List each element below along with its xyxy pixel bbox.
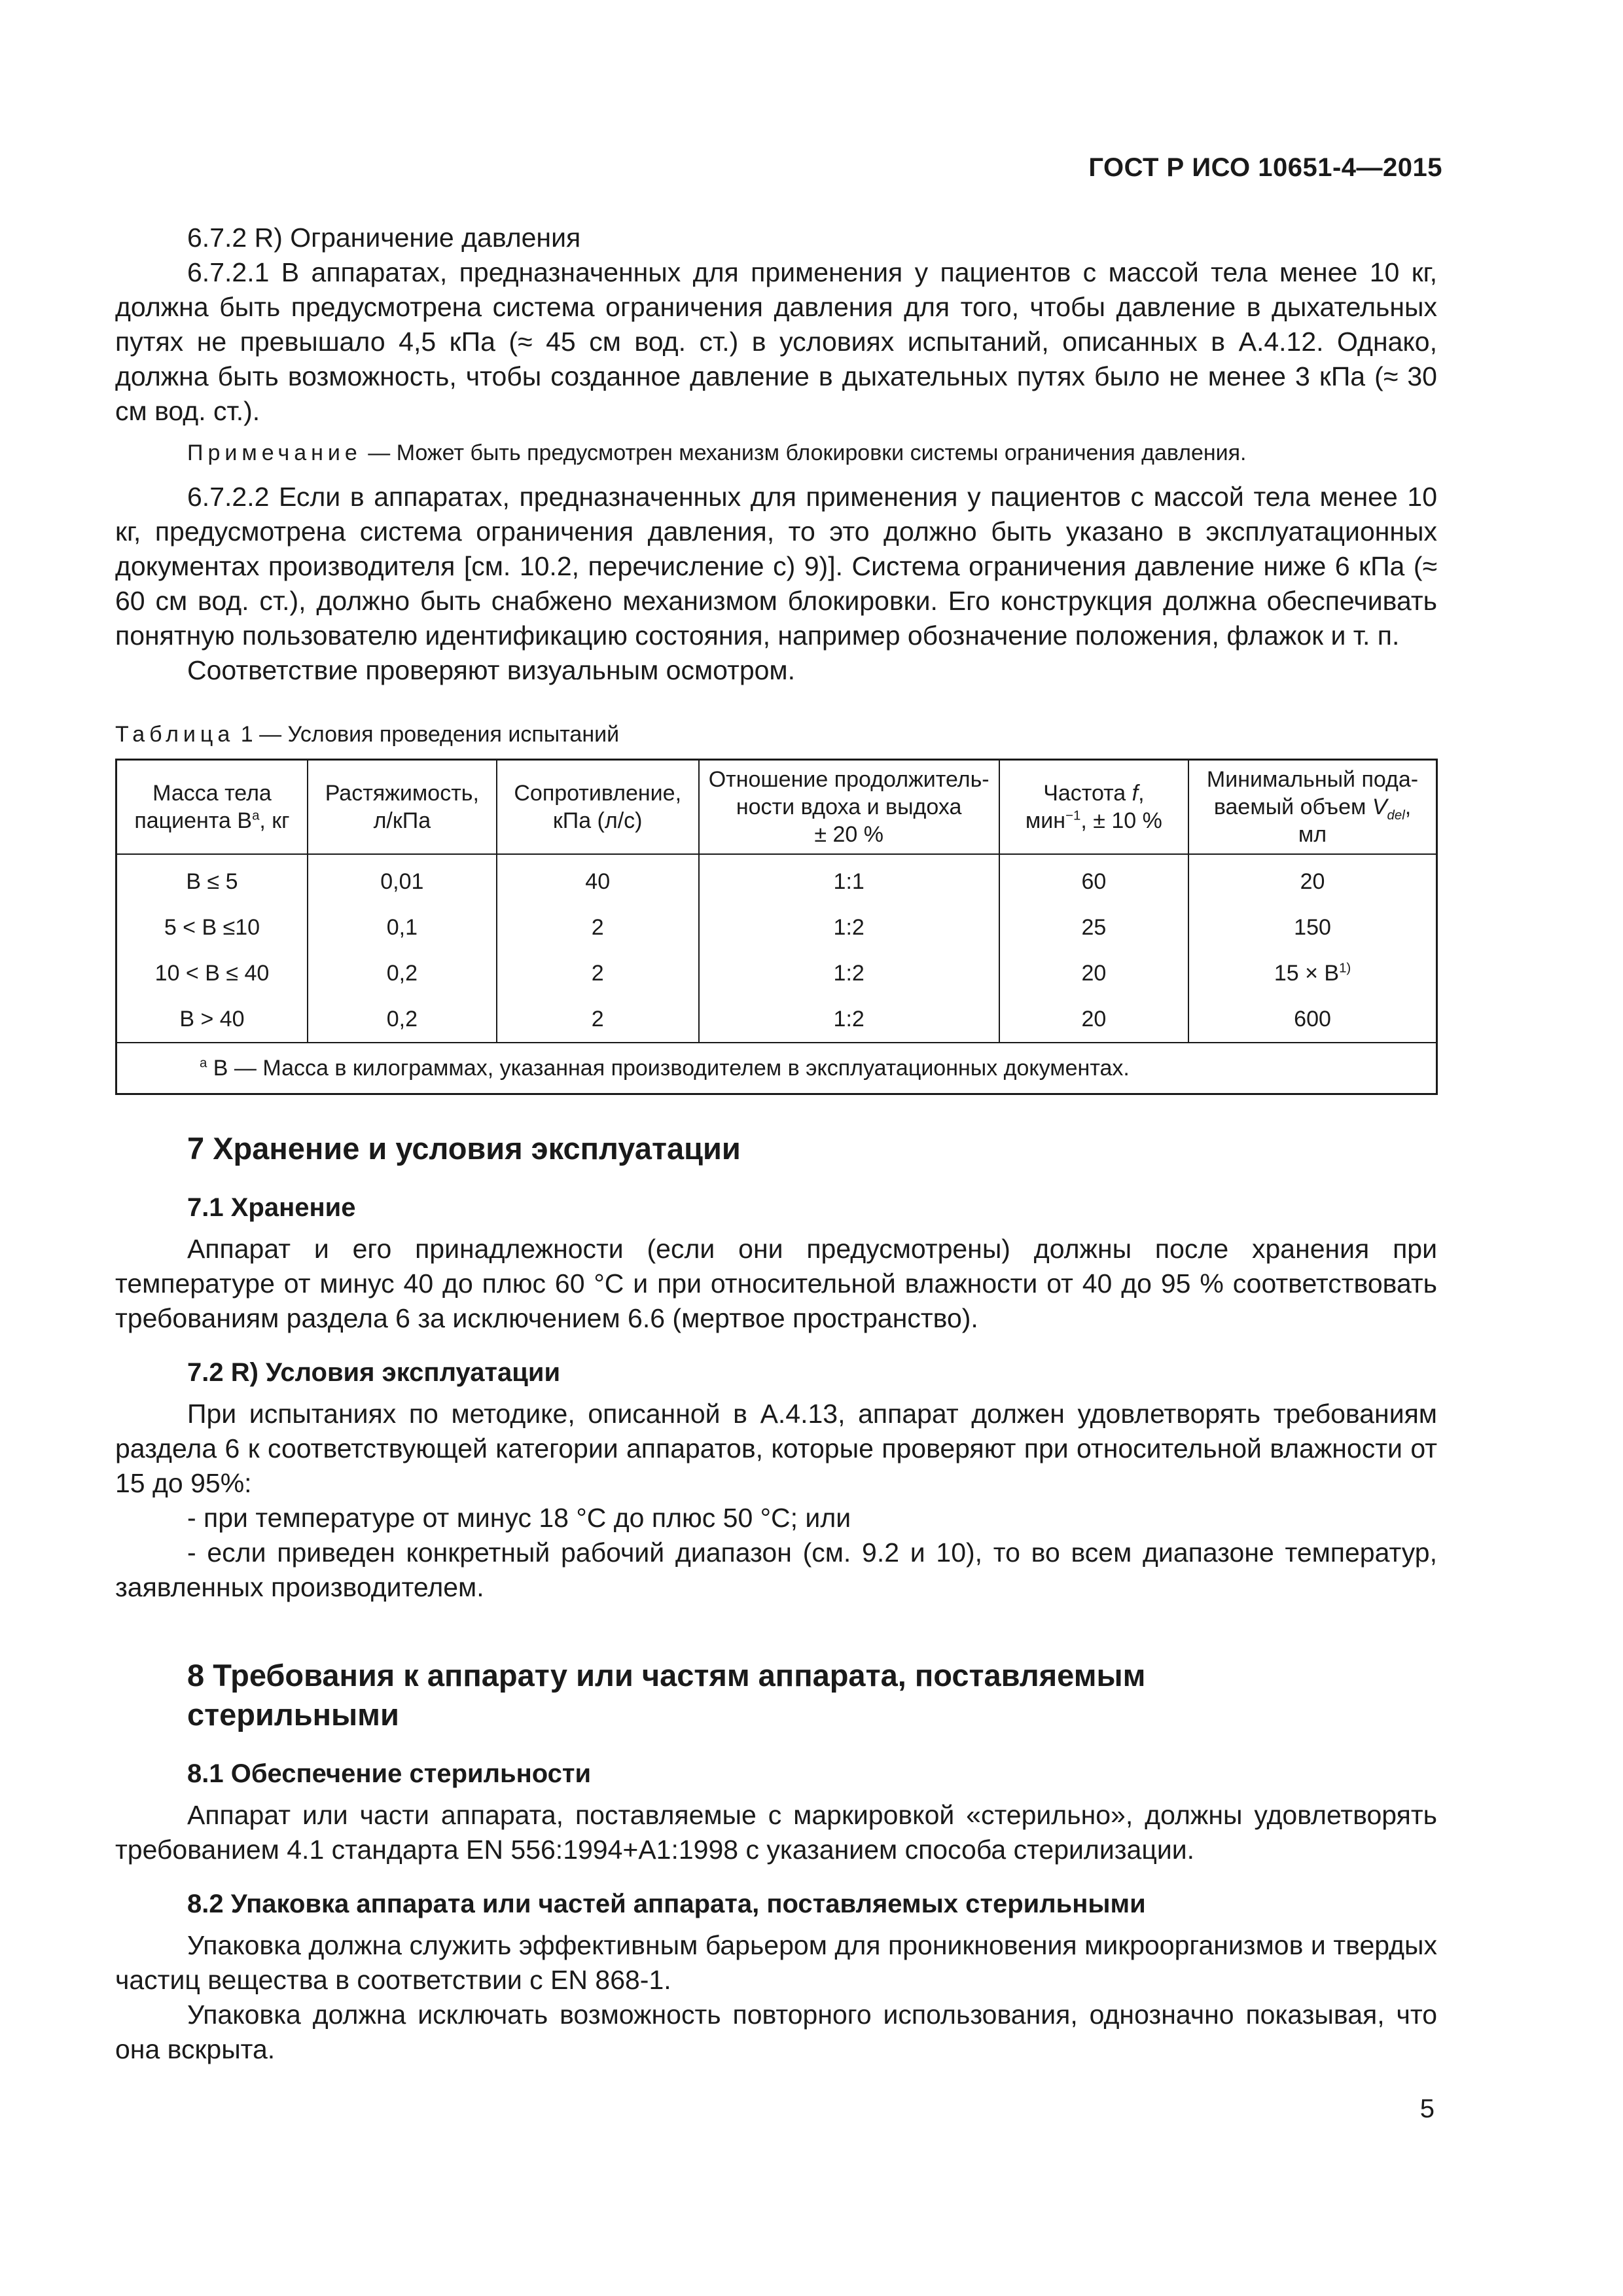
table-row xyxy=(116,854,1437,905)
table-row xyxy=(116,950,1437,996)
table-cell: B > 40 xyxy=(116,996,308,1043)
table-cell: 150 xyxy=(1188,905,1436,950)
table-caption-text: 1 — Условия проведения испытаний xyxy=(234,722,620,747)
table-header-row xyxy=(116,760,1437,855)
table-cell: 0,01 xyxy=(308,854,497,905)
table-cell: 2 xyxy=(497,905,699,950)
header-resistance: Сопротивление, кПа (л/с) xyxy=(497,760,699,855)
paragraph-8-2-b: Упаковка должна исключать возможность повторного использования, однозначно показывая, что она вскрыта. xyxy=(115,2000,1437,2064)
section-8-heading: 8 Требования к аппарату или частям аппарата, поставляемым стерильными xyxy=(187,1658,1146,1732)
page-number: 5 xyxy=(1419,2094,1435,2123)
table-caption-label: Таблица xyxy=(115,722,235,747)
note-label: Примечание xyxy=(187,440,362,465)
table-cell: 1:2 xyxy=(699,905,999,950)
paragraph-8-2-a: Упаковка должна служить эффективным барьером для проникновения микроорганизмов и твердых частиц вещества в соответствии с EN 868-1. xyxy=(115,1930,1437,1995)
table-cell: 0,2 xyxy=(308,996,497,1043)
list-item: - если приведен конкретный рабочий диапазон (см. 9.2 и 10), то во всем диапазоне температур, заявленных производителем. xyxy=(115,1537,1437,1602)
table-cell: 20 xyxy=(999,950,1188,996)
table-cell: $15 \times B^{1)}$ xyxy=(1188,950,1436,996)
section-7-2-heading: 7.2 R) Условия эксплуатации xyxy=(187,1358,561,1387)
section-6-7-2-title: 6.7.2 R) Ограничение давления xyxy=(187,223,581,253)
table-cell: 40 xyxy=(497,854,699,905)
table-cell: 2 xyxy=(497,950,699,996)
section-8-1-heading: 8.1 Обеспечение стерильности xyxy=(187,1759,592,1788)
table-cell: 0,2 xyxy=(308,950,497,996)
table-cell: 2 xyxy=(497,996,699,1043)
header-volume: Минимальный пода- ваемый объем $V_{del}$, мл xyxy=(1188,760,1436,855)
test-conditions-table xyxy=(115,759,1438,1095)
table-row xyxy=(116,905,1437,950)
paragraph-6-7-2-1: 6.7.2.1 В аппаратах, предназначенных для применения у пациентов с массой тела менее 10 кг, должна быть предусмотрена система ограничения давления для того, чтобы давление в дыхательных путях не превышало 4,5 кПа (≈ 45 см вод. ст.) в условиях испытаний, описанных в А.4.12. Однако, должна быть возможность, чтобы созданное давление в дыхательных путях было не менее 3 кПа (≈ 30 см вод. ст.). xyxy=(115,257,1437,426)
header-mass: Масса тела пациента $B^a$, кг xyxy=(116,760,308,855)
note xyxy=(187,438,1437,468)
header-ratio: Отношение продолжитель- ности вдоха и выдоха ± 20 % xyxy=(699,760,999,855)
note-text: — Может быть предусмотрен механизм блокировки системы ограничения давления. xyxy=(361,440,1247,465)
table-cell: 1:1 xyxy=(699,854,999,905)
paragraph-7-1: Аппарат и его принадлежности (если они предусмотрены) должны после хранения при температуре от минус 40 до плюс 60 °С и при относительной влажности от 40 до 95 % соответствовать требованиям раздела 6 за исключением 6.6 (мертвое пространство). xyxy=(115,1234,1437,1333)
section-7-1-heading: 7.1 Хранение xyxy=(187,1193,356,1222)
table-cell: 600 xyxy=(1188,996,1436,1043)
header-compliance: Растяжимость, л/кПа xyxy=(308,760,497,855)
table-cell: 5 < B ≤10 xyxy=(116,905,308,950)
paragraph-7-2: При испытаниях по методике, описанной в А.4.13, аппарат должен удовлетворять требованиям раздела 6 к соответствующей категории аппаратов, которые проверяют при относительной влажности от 15 до 95%: xyxy=(115,1399,1437,1498)
table-cell: B ≤ 5 xyxy=(116,854,308,905)
section-8-2-heading: 8.2 Упаковка аппарата или частей аппарата, поставляемых стерильными xyxy=(187,1890,1146,1918)
page-content xyxy=(115,221,1437,2067)
table-cell: 0,1 xyxy=(308,905,497,950)
paragraph-8-1: Аппарат или части аппарата, поставляемые с маркировкой «стерильно», должны удовлетворять требованием 4.1 стандарта EN 556:1994+A1:1998 с указанием способа стерилизации. xyxy=(115,1800,1437,1865)
paragraph-6-7-2-2: 6.7.2.2 Если в аппаратах, предназначенных для применения у пациентов с массой тела менее 10 кг, предусмотрена система ограничения давления, то это должно быть указано в эксплуатационных документах производителя [см. 10.2, перечисление с) 9)]. Система ограничения давление ниже 6 кПа (≈ 60 см вод. ст.), должно быть снабжено механизмом блокировки. Его конструкция должна обеспечивать понятную пользователю идентификацию состояния, например обозначение положения, флажок и т. п. xyxy=(115,482,1437,651)
table-cell: 20 xyxy=(999,996,1188,1043)
table-cell: 10 < B ≤ 40 xyxy=(116,950,308,996)
section-7-heading: 7 Хранение и условия эксплуатации xyxy=(187,1131,741,1166)
table-cell: 1:2 xyxy=(699,950,999,996)
table-footnote-row xyxy=(116,1043,1437,1094)
table-footnote: $^a$ B — Масса в килограммах, указанная производителем в эксплуатационных документах. xyxy=(116,1043,1437,1094)
table-cell: 25 xyxy=(999,905,1188,950)
paragraph-compliance: Соответствие проверяют визуальным осмотром. xyxy=(187,655,796,685)
table-cell: 20 xyxy=(1188,854,1436,905)
list-item: - при температуре от минус 18 °С до плюс 50 °С; или xyxy=(187,1503,851,1533)
table-cell: 1:2 xyxy=(699,996,999,1043)
table-cell: 60 xyxy=(999,854,1188,905)
header-frequency: Частота f, мин$^{-1}$, ± 10 % xyxy=(999,760,1188,855)
document-id-header: ГОСТ Р ИСО 10651-4—2015 xyxy=(1088,153,1442,182)
table-row xyxy=(116,996,1437,1043)
table-caption xyxy=(115,719,1437,749)
